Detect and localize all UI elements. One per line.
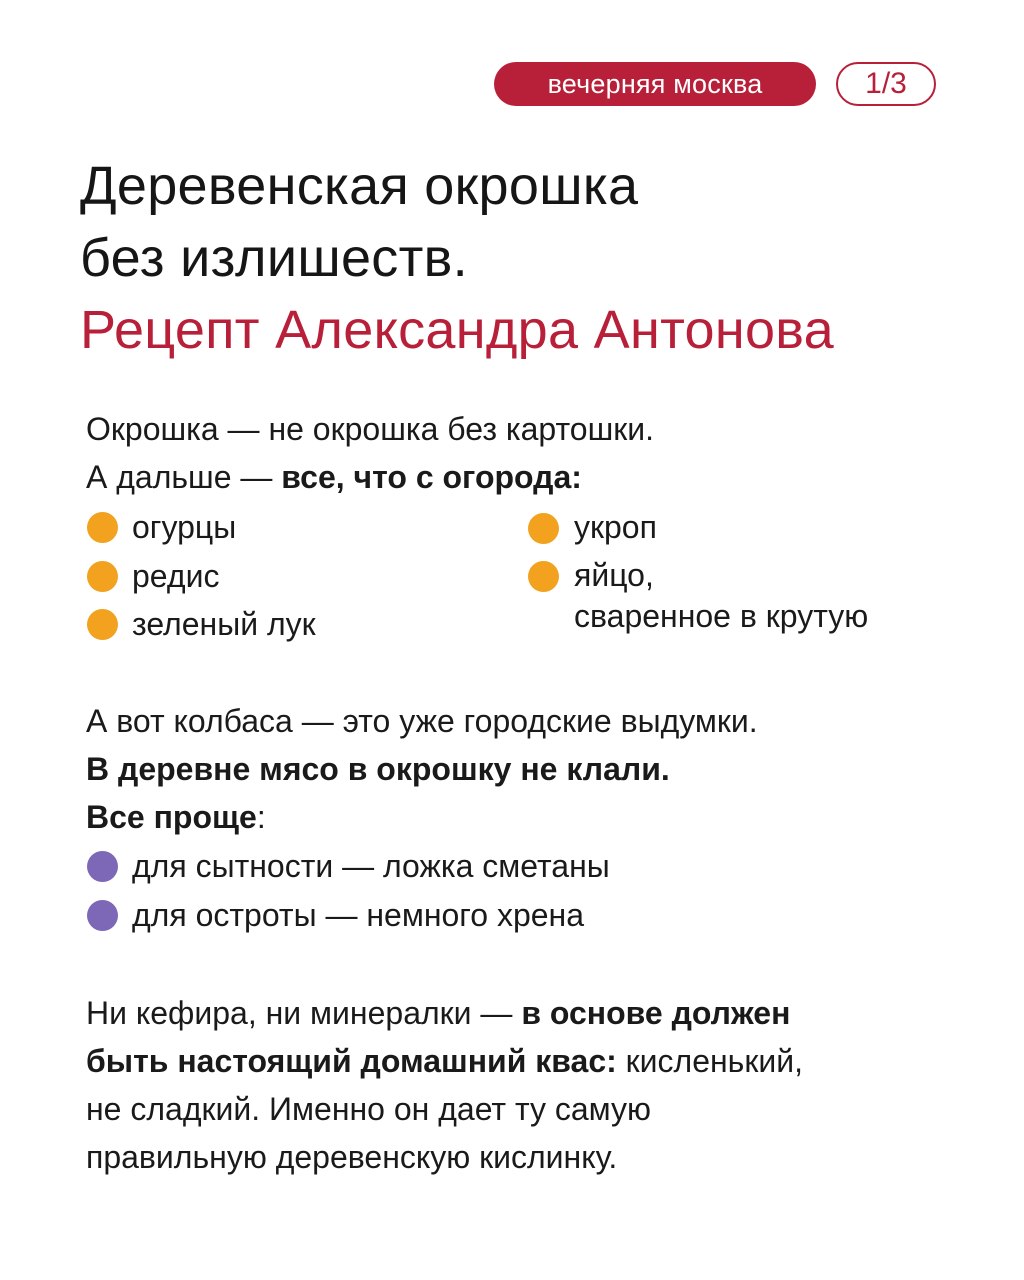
bullet-dot-icon <box>87 609 118 640</box>
extra-item: для остроты — немного хрена <box>132 897 584 933</box>
brand-badge: вечерняя москва <box>494 62 816 106</box>
sausage-paragraph <box>86 697 758 841</box>
kvass-line-1-bold: в основе должен <box>521 995 791 1031</box>
bullet-dot-icon <box>87 512 118 543</box>
kvass-line-2 <box>86 1037 803 1085</box>
ingredient-item: укроп <box>574 509 657 545</box>
intro-paragraph <box>86 405 654 501</box>
bullet-dot-icon <box>87 851 118 882</box>
ingredient-item: яйцо, <box>574 557 654 593</box>
ingredient-item: редис <box>132 558 220 594</box>
title-line-2: без излишеств. <box>80 228 468 288</box>
sausage-line-1: А вот колбаса — это уже городские выдумки. <box>86 703 758 739</box>
page-counter: 1/3 <box>836 62 936 106</box>
kvass-line-2-bold: быть настоящий домашний квас: <box>86 1043 617 1079</box>
bullet-dot-icon <box>87 900 118 931</box>
intro-line-2-text: А дальше — <box>86 459 282 495</box>
kvass-line-2-text: кисленький, <box>616 1043 803 1079</box>
sausage-line-3 <box>86 793 758 841</box>
sausage-line-3-bold: Все проще <box>86 799 257 835</box>
ingredient-item-continuation: сваренное в крутую <box>574 598 869 634</box>
sausage-line-2-bold: В деревне мясо в окрошку не клали. <box>86 751 670 787</box>
bullet-dot-icon <box>87 561 118 592</box>
title-subtitle: Рецепт Александра Антонова <box>80 300 834 360</box>
extra-item: для сытности — ложка сметаны <box>132 848 610 884</box>
kvass-line-4: правильную деревенскую кислинку. <box>86 1139 618 1175</box>
sausage-line-3-colon: : <box>256 799 266 835</box>
intro-line-2 <box>86 453 654 501</box>
bullet-dot-icon <box>528 513 559 544</box>
kvass-paragraph <box>86 989 803 1181</box>
intro-line-2-bold: все, что с огорода: <box>281 459 582 495</box>
sausage-line-2 <box>86 745 758 793</box>
intro-line-1: Окрошка — не окрошка без картошки. <box>86 411 654 447</box>
ingredient-item: зеленый лук <box>132 606 316 642</box>
ingredient-item: огурцы <box>132 509 237 545</box>
page-title <box>80 150 980 366</box>
bullet-dot-icon <box>528 561 559 592</box>
kvass-line-1-text: Ни кефира, ни минералки — <box>86 995 522 1031</box>
kvass-line-1 <box>86 989 803 1037</box>
title-line-1: Деревенская окрошка <box>80 156 639 216</box>
kvass-line-3: не сладкий. Именно он дает ту самую <box>86 1091 652 1127</box>
